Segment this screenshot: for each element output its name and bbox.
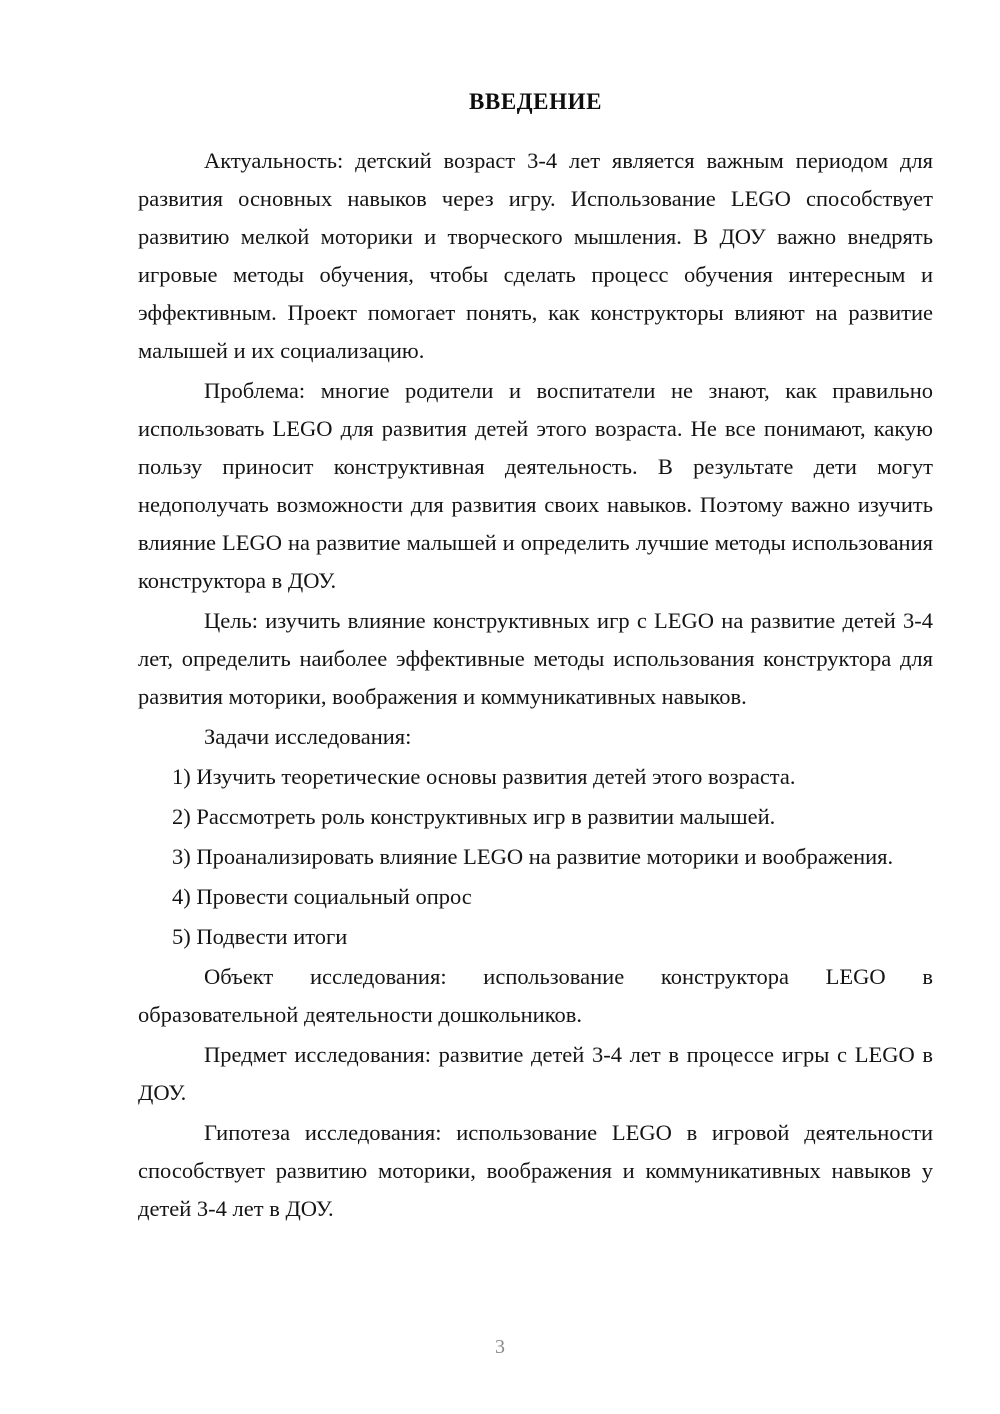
page-number: 3 xyxy=(495,1336,505,1358)
paragraph-subject: Предмет исследования: развитие детей 3-4 лет в процессе игры с LEGO в ДОУ. xyxy=(138,1041,933,1105)
list-item: 3) Проанализировать влияние LEGO на развитие моторики и воображения. xyxy=(172,843,894,869)
paragraph-relevance: Актуальность: детский возраст 3-4 лет является важным периодом для развития основных навыков через игру. Использование LEGO способствует развитию мелкой моторики и творческого мышления. В ДОУ важно внедрять игровые методы обучения, чтобы сделать процесс обучения интересным и эффективным. Проект помогает понять, как конструкторы влияют на развитие малышей и их социализацию. xyxy=(138,147,933,363)
list-item: 2) Рассмотреть роль конструктивных игр в развитии малышей. xyxy=(172,803,776,829)
page-title: ВВЕДЕНИЕ xyxy=(468,89,603,114)
paragraph-hypothesis: Гипотеза исследования: использование LEGO в игровой деятельности способствует развитию моторики, воображения и коммуникативных навыков у детей 3-4 лет в ДОУ. xyxy=(138,1119,933,1221)
list-item: 5) Подвести итоги xyxy=(172,923,348,949)
paragraph-goal: Цель: изучить влияние конструктивных игр с LEGO на развитие детей 3-4 лет, определить наиболее эффективные методы использования конструктора для развития моторики, воображения и коммуникативных навыков. xyxy=(138,607,933,709)
paragraph-problem: Проблема: многие родители и воспитатели не знают, как правильно использовать LEGO для развития детей этого возраста. Не все понимают, какую пользу приносит конструктивная деятельность. В результате дети могут недополучать возможности для развития своих навыков. Поэтому важно изучить влияние LEGO на развитие малышей и определить лучшие методы использования конструктора в ДОУ. xyxy=(138,377,933,593)
paragraph-object: Объект исследования: использование конструктора LEGO в образовательной деятельности дошкольников. xyxy=(138,963,933,1027)
tasks-heading: Задачи исследования: xyxy=(204,723,412,749)
list-item: 4) Провести социальный опрос xyxy=(172,883,472,909)
document-body xyxy=(138,88,933,1230)
list-item: 1) Изучить теоретические основы развития детей этого возраста. xyxy=(172,763,796,789)
